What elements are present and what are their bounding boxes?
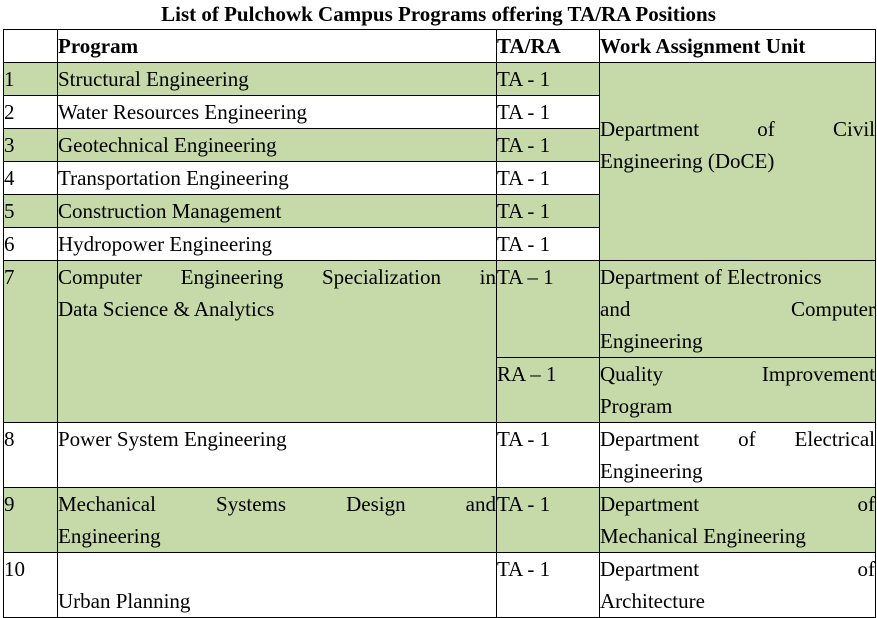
table-row <box>4 423 876 488</box>
row-program <box>58 488 497 553</box>
row-serial: 9 <box>4 488 58 553</box>
unit-line1: Department of Electronics <box>600 265 822 289</box>
row-ta-ra: TA - 1 <box>497 423 600 488</box>
programs-table <box>3 29 876 618</box>
row-serial: 1 <box>4 63 58 96</box>
row-serial: 3 <box>4 129 58 162</box>
program-line1: Mechanical Systems Design and <box>58 492 496 516</box>
row-serial: 8 <box>4 423 58 488</box>
row-serial: 5 <box>4 195 58 228</box>
row-ta-ra: TA - 1 <box>497 96 600 129</box>
unit-line2: Architecture <box>600 589 705 613</box>
table-row <box>4 63 876 96</box>
row-serial: 10 <box>4 553 58 618</box>
row-program: Power System Engineering <box>58 423 497 488</box>
table-row <box>4 261 876 358</box>
row-ta-ra: TA - 1 <box>497 228 600 261</box>
row-serial: 7 <box>4 261 58 423</box>
table-row <box>4 488 876 553</box>
row-ta-ra: TA - 1 <box>497 488 600 553</box>
unit-line1: Department of Electrical <box>600 427 875 451</box>
header-work-assignment-unit: Work Assignment Unit <box>600 30 876 63</box>
program-line2: Engineering <box>58 524 161 548</box>
unit-line3: Engineering <box>600 329 703 353</box>
unit-line1: Quality Improvement <box>600 362 875 386</box>
header-serial <box>4 30 58 63</box>
header-program: Program <box>58 30 497 63</box>
unit-line2: Engineering <box>600 459 703 483</box>
civil-unit-line1: Department of Civil <box>600 117 875 141</box>
row-ta-ra: TA - 1 <box>497 553 600 618</box>
unit-line1: Department of <box>600 492 875 516</box>
civil-unit-line2: Engineering (DoCE) <box>600 149 775 173</box>
unit-line2: Program <box>600 394 673 418</box>
unit-line1: Department of <box>600 557 875 581</box>
row-serial: 2 <box>4 96 58 129</box>
page-title: List of Pulchowk Campus Programs offering TA/RA Positions <box>161 2 716 26</box>
row-work-unit <box>600 423 876 488</box>
row-work-unit <box>600 261 876 358</box>
header-ta-ra: TA/RA <box>497 30 600 63</box>
unit-line2: Mechanical Engineering <box>600 524 806 548</box>
row-program: Hydropower Engineering <box>58 228 497 261</box>
unit-line2: and Computer <box>600 297 875 321</box>
row-work-unit <box>600 488 876 553</box>
row-program <box>58 261 497 423</box>
row-work-unit <box>600 358 876 423</box>
row-ta-ra: TA - 1 <box>497 129 600 162</box>
row-program: Geotechnical Engineering <box>58 129 497 162</box>
table-header-row <box>4 30 876 63</box>
row-program: Water Resources Engineering <box>58 96 497 129</box>
row-work-unit-civil <box>600 63 876 261</box>
row-ta-ra: RA – 1 <box>497 358 600 423</box>
program-line2: Data Science & Analytics <box>58 297 275 321</box>
row-serial: 4 <box>4 162 58 195</box>
row-ta-ra: TA – 1 <box>497 261 600 358</box>
row-ta-ra: TA - 1 <box>497 63 600 96</box>
row-program: Construction Management <box>58 195 497 228</box>
row-program: Structural Engineering <box>58 63 497 96</box>
row-ta-ra: TA - 1 <box>497 195 600 228</box>
program-line1: Urban Planning <box>58 589 191 613</box>
program-line1: Computer Engineering Specialization in <box>58 265 496 289</box>
row-ta-ra: TA - 1 <box>497 162 600 195</box>
row-program: Transportation Engineering <box>58 162 497 195</box>
row-serial: 6 <box>4 228 58 261</box>
